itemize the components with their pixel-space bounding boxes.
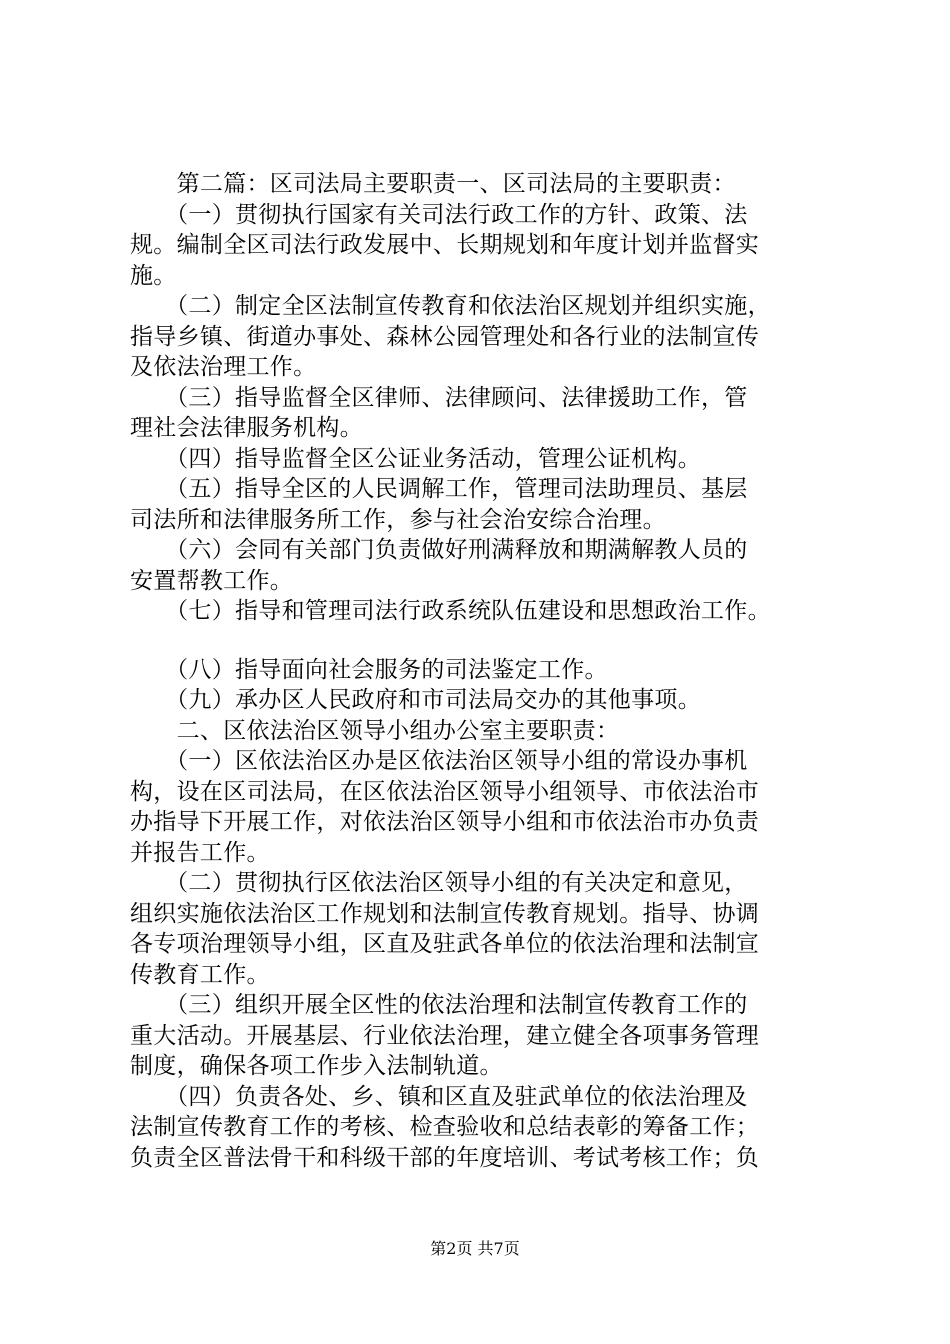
text-line: 组织实施依法治区工作规划和法制宣传教育规划。指导、协调 (130, 900, 760, 927)
text-line: （五）指导全区的人民调解工作，管理司法助理员、基层 (130, 476, 748, 502)
text-line: （一）贯彻执行国家有关司法行政工作的方针、政策、法 (130, 201, 748, 228)
text-line: 二、区依法治区领导小组办公室主要职责： (130, 717, 620, 744)
text-line: （四）指导监督全区公证业务活动，管理公证机构。 (130, 445, 701, 472)
text-line: 并报告工作。 (130, 839, 270, 866)
text-line: 制度，确保各项工作步入法制轨道。 (130, 1053, 503, 1079)
text-line: （三）指导监督全区律师、法律顾问、法律援助工作，管 (130, 384, 748, 411)
text-line: （九）承办区人民政府和市司法局交办的其他事项。 (130, 687, 701, 713)
text-line: 理社会法律服务机构。 (130, 415, 363, 441)
text-line: 司法所和法律服务所工作，参与社会治安综合治理。 (130, 506, 666, 533)
text-line: 办指导下开展工作，对依法治区领导小组和市依法治市办负责 (130, 809, 760, 835)
text-line: 安置帮教工作。 (130, 567, 294, 594)
page-number-footer: 第2页 共7页 (430, 1239, 520, 1258)
text-line: 负责全区普法骨干和科级干部的年度培训、考试考核工作；负 (130, 1144, 760, 1171)
text-line: 施。 (130, 262, 177, 289)
text-line: （六）会同有关部门负责做好刑满释放和期满解教人员的 (130, 537, 748, 563)
text-line: 第二篇：区司法局主要职责一、区司法局的主要职责： (130, 171, 736, 197)
text-line: （八）指导面向社会服务的司法鉴定工作。 (130, 656, 608, 683)
paragraph-gap (130, 627, 850, 655)
text-line: 指导乡镇、街道办事处、森林公园管理处和各行业的法制宣传 (130, 323, 760, 350)
text-line: （七）指导和管理司法行政系统队伍建设和思想政治工作。 (130, 598, 771, 624)
document-body (130, 169, 850, 1173)
text-line: 规。编制全区司法行政发展中、长期规划和年度计划并监督实 (130, 232, 760, 258)
text-line: （一）区依法治区办是区依法治区领导小组的常设办事机 (130, 748, 748, 774)
text-line: 及依法治理工作。 (130, 354, 317, 380)
text-line: 重大活动。开展基层、行业依法治理，建立健全各项事务管理 (130, 1022, 760, 1049)
text-line: 传教育工作。 (130, 961, 270, 988)
text-line: 构，设在区司法局，在区依法治区领导小组领导、市依法治市 (130, 778, 760, 805)
text-line: 法制宣传教育工作的考核、检查验收和总结表彰的筹备工作； (130, 1114, 760, 1140)
text-line: （二）制定全区法制宣传教育和依法治区规划并组织实施， (130, 293, 771, 319)
text-line: （三）组织开展全区性的依法治理和法制宣传教育工作的 (130, 992, 748, 1018)
text-line: 各专项治理领导小组，区直及驻武各单位的依法治理和法制宣 (130, 931, 760, 957)
text-line: （四）负责各处、乡、镇和区直及驻武单位的依法治理及 (130, 1083, 748, 1110)
text-line: （二）贯彻执行区依法治区领导小组的有关决定和意见， (130, 870, 748, 896)
